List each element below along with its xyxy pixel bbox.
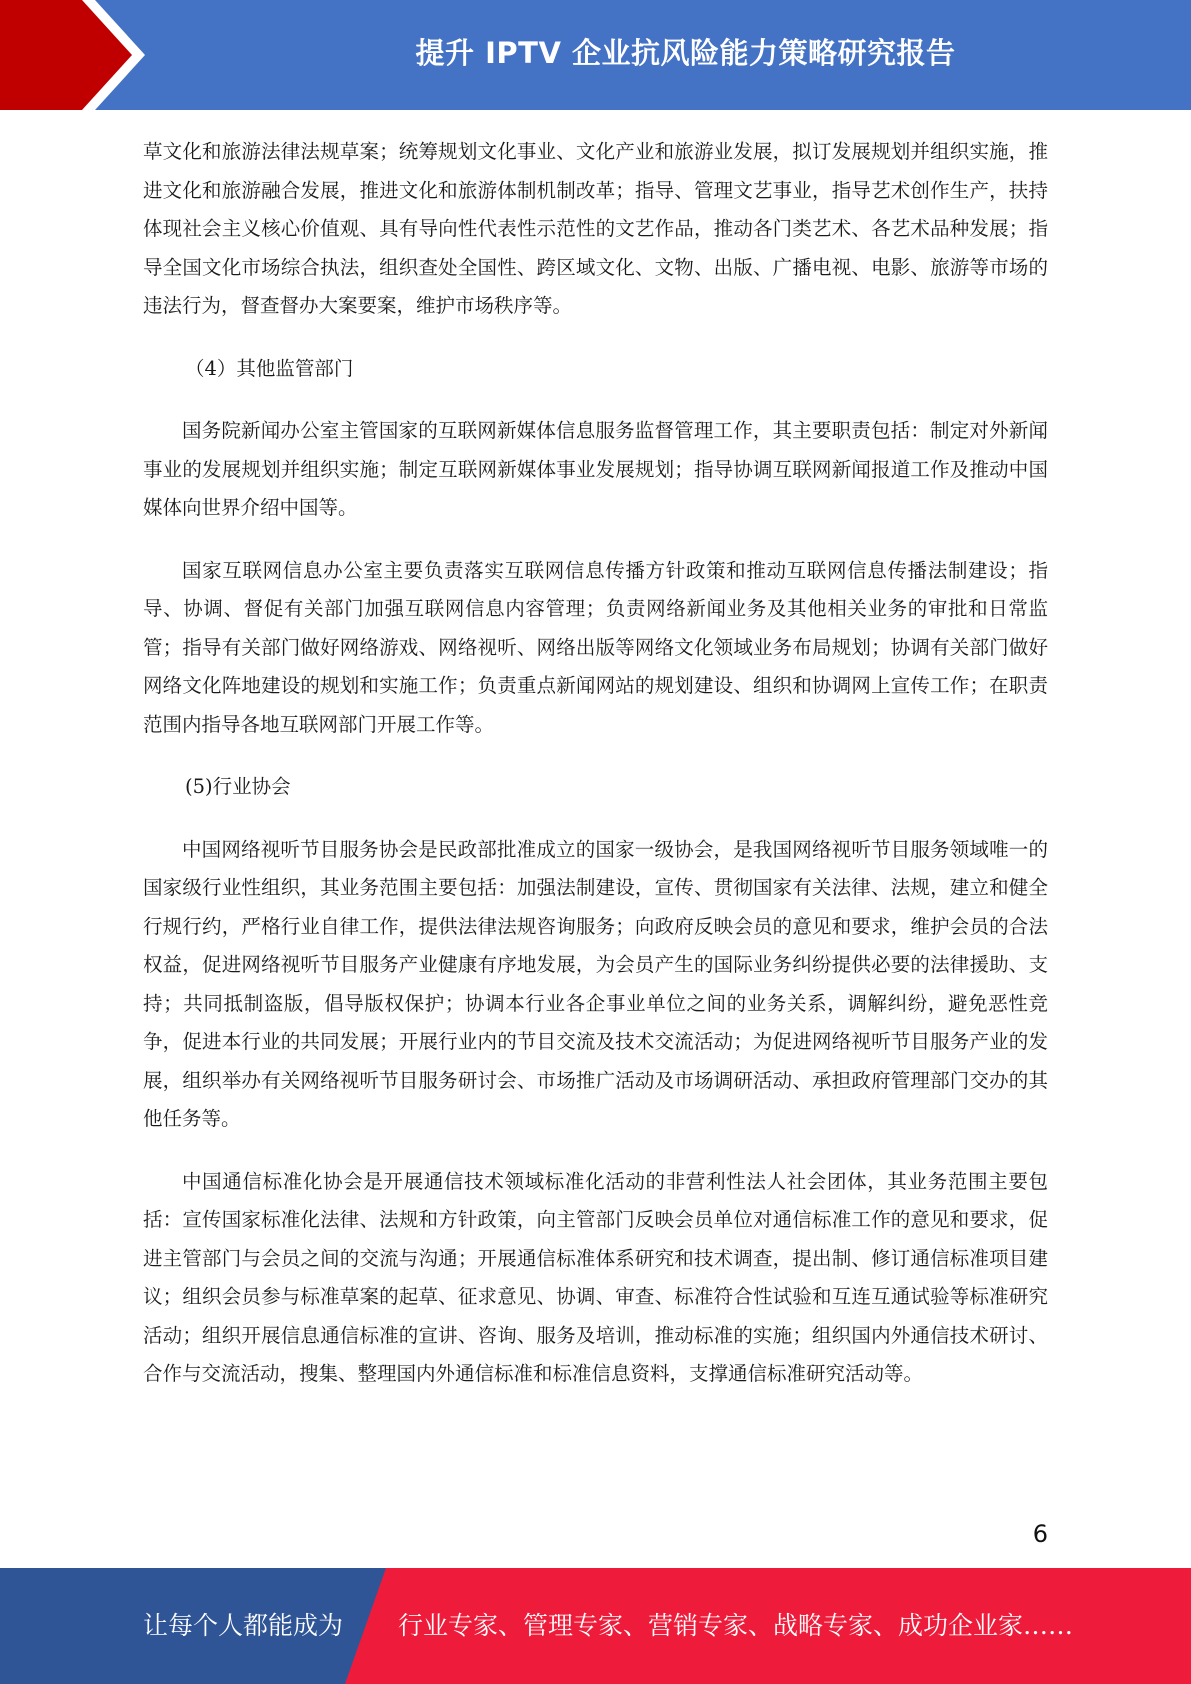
section-heading: （4）其他监管部门 (185, 356, 354, 380)
page-number: 6 (1032, 1520, 1048, 1548)
page-body (143, 133, 1048, 1418)
page-header (0, 0, 1191, 110)
paragraph: 草文化和旅游法律法规草案；统筹规划文化事业、文化产业和旅游业发展，拟订发展规划并组织实施，推进文化和旅游融合发展，推进文化和旅游体制机制改革；指导、管理文艺事业，指导艺术创作生产，扶持体现社会主义核心价值观、具有导向性代表性示范性的文艺作品，推动各门类艺术、各艺术品种发展；指导全国文化市场综合执法，组织查处全国性、跨区域文化、文物、出版、广播电视、电影、旅游等市场的违法行为，督查督办大案要案，维护市场秩序等。 (143, 140, 1048, 317)
paragraph: 中国网络视听节目服务协会是民政部批准成立的国家一级协会，是我国网络视听节目服务领域唯一的国家级行业性组织，其业务范围主要包括：加强法制建设，宣传、贯彻国家有关法律、法规，建立和健全行规行约，严格行业自律工作，提供法律法规咨询服务；向政府反映会员的意见和要求，维护会员的合法权益，促进网络视听节目服务产业健康有序地发展，为会员产生的国际业务纠纷提供必要的法律援助、支持；共同抵制盗版，倡导版权保护；协调本行业各企事业单位之间的业务关系，调解纠纷，避免恶性竞争，促进本行业的共同发展；开展行业内的节目交流及技术交流活动；为促进网络视听节目服务产业的发展，组织举办有关网络视听节目服务研讨会、市场推广活动及市场调研活动、承担政府管理部门交办的其他任务等。 (143, 837, 1048, 1130)
report-title: 提升 IPTV 企业抗风险能力策略研究报告 (415, 36, 956, 70)
paragraph: 中国通信标准化协会是开展通信技术领域标准化活动的非营利性法人社会团体，其业务范围主要包括：宣传国家标准化法律、法规和方针政策，向主管部门反映会员单位对通信标准工作的意见和要求，促进主管部门与会员之间的交流与沟通；开展通信标准体系研究和技术调查，提出制、修订通信标准项目建议；组织会员参与标准草案的起草、征求意见、协调、审查、标准符合性试验和互连互通试验等标准研究活动；组织开展信息通信标准的宣讲、咨询、服务及培训，推动标准的实施；组织国内外通信技术研讨、合作与交流活动，搜集、整理国内外通信标准和标准信息资料，支撑通信标准研究活动等。 (143, 1169, 1048, 1385)
paragraph: 国家互联网信息办公室主要负责落实互联网信息传播方针政策和推动互联网信息传播法制建设；指导、协调、督促有关部门加强互联网信息内容管理；负责网络新闻业务及其他相关业务的审批和日常监管；指导有关部门做好网络游戏、网络视听、网络出版等网络文化领域业务布局规划；协调有关部门做好网络文化阵地建设的规划和实施工作；负责重点新闻网站的规划建设、组织和协调网上宣传工作；在职责范围内指导各地互联网部门开展工作等。 (143, 558, 1048, 736)
footer-slogan-right: 行业专家、管理专家、营销专家、战略专家、成功企业家…… (398, 1611, 1074, 1640)
paragraph: 国务院新闻办公室主管国家的互联网新媒体信息服务监督管理工作，其主要职责包括：制定对外新闻事业的发展规划并组织实施；制定互联网新媒体事业发展规划；指导协调互联网新闻报道工作及推动中国媒体向世界介绍中国等。 (143, 419, 1048, 519)
footer-slogan-left: 让每个人都能成为 (143, 1611, 344, 1640)
section-heading: (5)行业协会 (185, 775, 291, 798)
page-footer (0, 1568, 1191, 1684)
header-arrow-icon (0, 0, 160, 110)
